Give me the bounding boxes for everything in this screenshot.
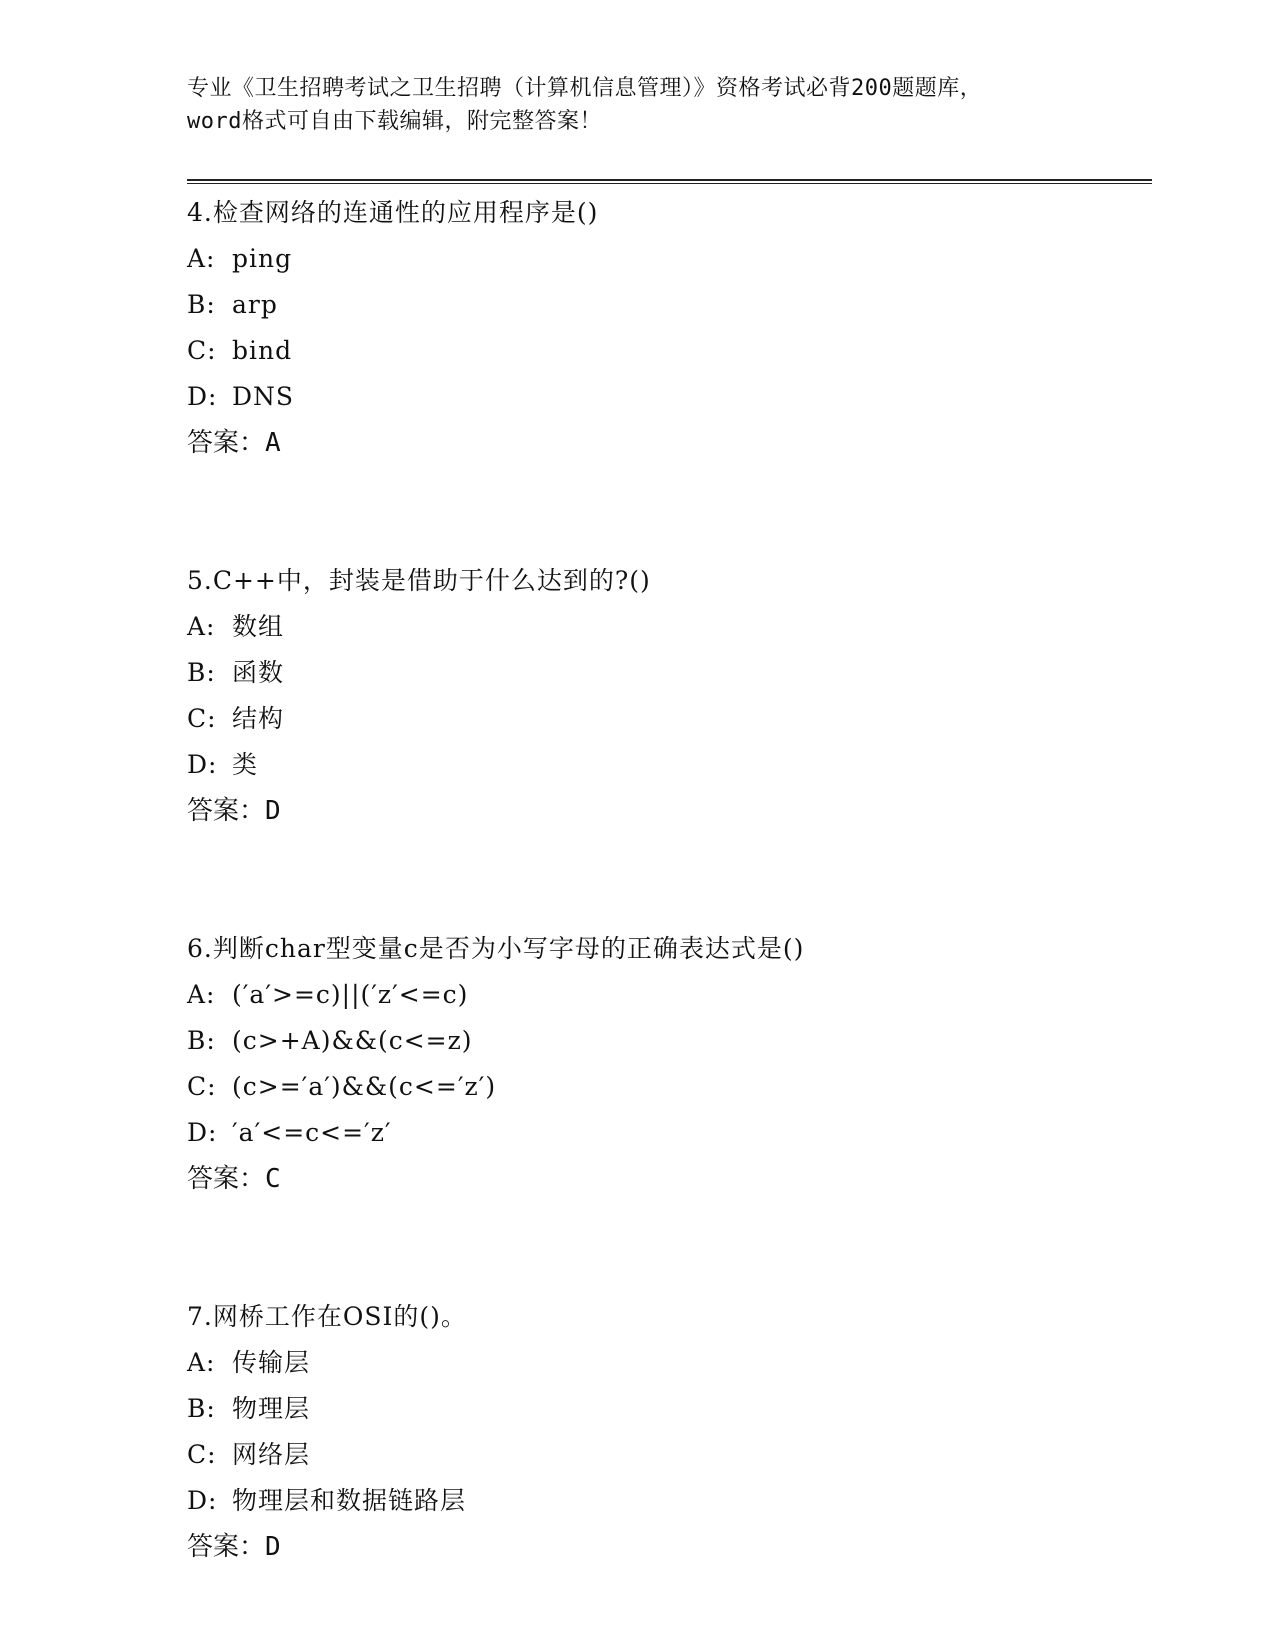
option-text: (′a′>=c)||(′z′<=c): [232, 980, 469, 1009]
question-list: [187, 190, 1152, 1570]
option-text: arp: [232, 290, 278, 319]
answer-line: 答案：C: [187, 1164, 281, 1194]
option-a: [187, 972, 1152, 1018]
option-letter: B:: [187, 1394, 216, 1423]
option-c: [187, 1432, 1152, 1478]
option-text: 类: [232, 750, 259, 779]
question-spacer: [187, 834, 1152, 926]
question-4: [187, 190, 1152, 466]
header-line-2: word格式可自由下载编辑，附完整答案！: [187, 109, 602, 134]
option-text: (c>=′a′)&&(c<=′z′): [232, 1072, 497, 1101]
answer-line: 答案：D: [187, 1532, 281, 1562]
question-6: [187, 926, 1152, 1202]
option-letter: C:: [187, 1440, 217, 1469]
option-c: [187, 1064, 1152, 1110]
option-a: [187, 1340, 1152, 1386]
option-letter: A:: [187, 244, 216, 273]
option-b: [187, 282, 1152, 328]
option-text: ping: [232, 244, 293, 273]
option-letter: D:: [187, 382, 218, 411]
option-letter: A:: [187, 612, 216, 641]
header-divider-thin: [187, 183, 1152, 184]
question-5: [187, 558, 1152, 834]
header-divider-thick: [187, 179, 1152, 181]
answer-line: 答案：A: [187, 428, 281, 458]
option-d: [187, 1110, 1152, 1156]
option-letter: D:: [187, 1118, 218, 1147]
question-spacer: [187, 1202, 1152, 1294]
option-text: 结构: [232, 704, 285, 733]
option-text: ′a′<=c<=′z′: [232, 1118, 392, 1147]
document-header: [187, 72, 1087, 138]
question-title: 4.检查网络的连通性的应用程序是(): [187, 198, 599, 227]
header-line-1: 专业《卫生招聘考试之卫生招聘（计算机信息管理）》资格考试必背200题题库，: [187, 76, 983, 101]
option-a: [187, 604, 1152, 650]
option-text: 传输层: [232, 1348, 311, 1377]
option-letter: D:: [187, 750, 218, 779]
option-text: 数组: [232, 612, 285, 641]
option-letter: A:: [187, 1348, 216, 1377]
option-c: [187, 696, 1152, 742]
option-text: DNS: [232, 382, 295, 411]
option-letter: A:: [187, 980, 216, 1009]
option-text: bind: [232, 336, 293, 365]
option-letter: B:: [187, 1026, 216, 1055]
option-letter: B:: [187, 658, 216, 687]
option-d: [187, 742, 1152, 788]
option-a: [187, 236, 1152, 282]
option-text: 物理层: [232, 1394, 311, 1423]
question-title: 5.C++中，封装是借助于什么达到的?(): [187, 566, 651, 595]
option-letter: D:: [187, 1486, 218, 1515]
option-text: 函数: [232, 658, 285, 687]
question-spacer: [187, 466, 1152, 558]
option-b: [187, 1386, 1152, 1432]
question-title: 7.网桥工作在OSI的()。: [187, 1302, 467, 1331]
option-letter: B:: [187, 290, 216, 319]
option-c: [187, 328, 1152, 374]
option-letter: C:: [187, 1072, 217, 1101]
answer-line: 答案：D: [187, 796, 281, 826]
option-d: [187, 1478, 1152, 1524]
option-d: [187, 374, 1152, 420]
option-b: [187, 1018, 1152, 1064]
option-text: 物理层和数据链路层: [232, 1486, 467, 1515]
question-title: 6.判断char型变量c是否为小写字母的正确表达式是(): [187, 934, 805, 963]
option-text: (c>+A)&&(c<=z): [232, 1026, 473, 1055]
option-text: 网络层: [232, 1440, 311, 1469]
option-letter: C:: [187, 704, 217, 733]
question-7: [187, 1294, 1152, 1570]
option-letter: C:: [187, 336, 217, 365]
option-b: [187, 650, 1152, 696]
